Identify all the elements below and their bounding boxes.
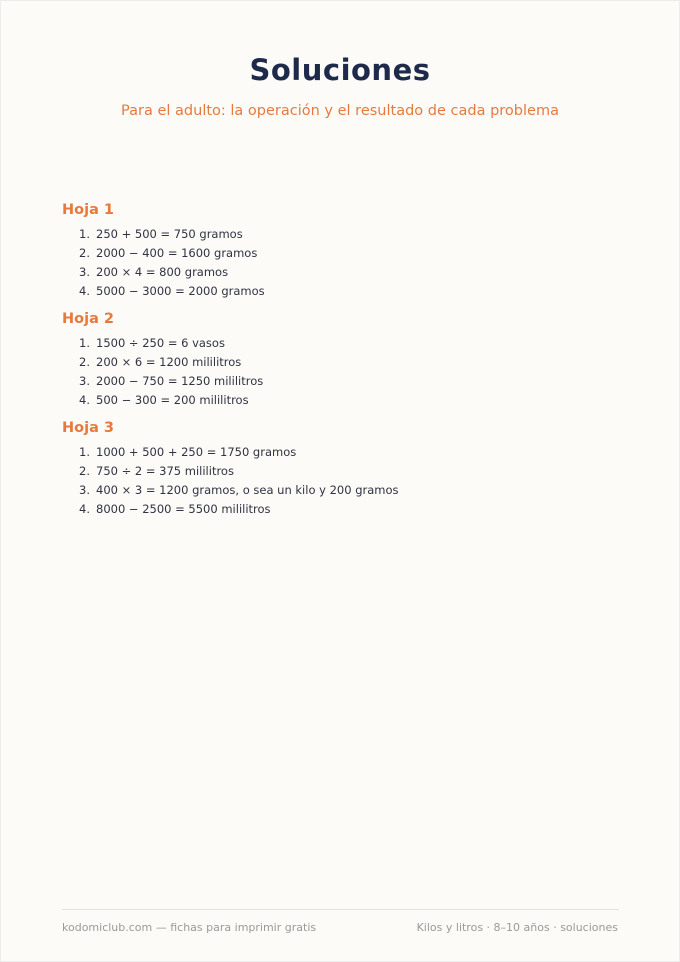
answer-text: 5000 − 3000 = 2000 gramos [96, 284, 265, 298]
answer-text: 2000 − 750 = 1250 mililitros [96, 374, 264, 388]
sheet-2-answers [62, 334, 622, 410]
sheet-2-section [62, 310, 622, 410]
sheet-1-answers [62, 225, 622, 301]
page-subtitle: Para el adulto: la operación y el resultado de cada problema [121, 103, 559, 119]
answer-text: 1500 ÷ 250 = 6 vasos [96, 336, 225, 350]
answer-item [79, 263, 622, 282]
answer-number: 3. [79, 265, 90, 279]
answer-number: 3. [79, 374, 90, 388]
answer-item [79, 443, 622, 462]
answer-text: 500 − 300 = 200 mililitros [96, 393, 249, 407]
answer-number: 1. [79, 336, 90, 350]
answer-number: 4. [79, 393, 90, 407]
answer-number: 4. [79, 284, 90, 298]
answer-text: 2000 − 400 = 1600 gramos [96, 246, 258, 260]
answer-number: 2. [79, 355, 90, 369]
answer-number: 1. [79, 227, 90, 241]
sheet-3-answers [62, 443, 622, 519]
answer-text: 200 × 4 = 800 gramos [96, 265, 229, 279]
footer-site-text: kodomiclub.com — fichas para imprimir gratis [62, 921, 317, 934]
sheet-1-title: Hoja 1 [62, 202, 114, 218]
answer-text: 400 × 3 = 1200 gramos, o sea un kilo y 200 gramos [96, 483, 399, 497]
answer-item [79, 225, 622, 244]
answer-number: 4. [79, 502, 90, 516]
sheet-3-section [62, 419, 622, 519]
answer-text: 1000 + 500 + 250 = 1750 gramos [96, 445, 297, 459]
answer-item [79, 282, 622, 301]
answer-number: 2. [79, 464, 90, 478]
answer-number: 1. [79, 445, 90, 459]
sheet-3-title: Hoja 3 [62, 420, 114, 436]
answer-item [79, 500, 622, 519]
solutions-content [62, 201, 622, 528]
answer-text: 750 ÷ 2 = 375 mililitros [96, 464, 234, 478]
answer-item [79, 244, 622, 263]
answer-item [79, 391, 622, 410]
answer-text: 200 × 6 = 1200 mililitros [96, 355, 242, 369]
page-title: Soluciones [249, 53, 431, 87]
answer-item [79, 353, 622, 372]
sheet-2-title: Hoja 2 [62, 311, 114, 327]
footer-divider [62, 909, 619, 910]
answer-item [79, 462, 622, 481]
answer-number: 3. [79, 483, 90, 497]
answer-text: 8000 − 2500 = 5500 mililitros [96, 502, 271, 516]
answer-item [79, 372, 622, 391]
answer-text: 250 + 500 = 750 gramos [96, 227, 243, 241]
sheet-1-section [62, 201, 622, 301]
answer-number: 2. [79, 246, 90, 260]
footer-worksheet-info: Kilos y litros · 8–10 años · soluciones [416, 921, 618, 934]
answer-item [79, 334, 622, 353]
answer-item [79, 481, 622, 500]
